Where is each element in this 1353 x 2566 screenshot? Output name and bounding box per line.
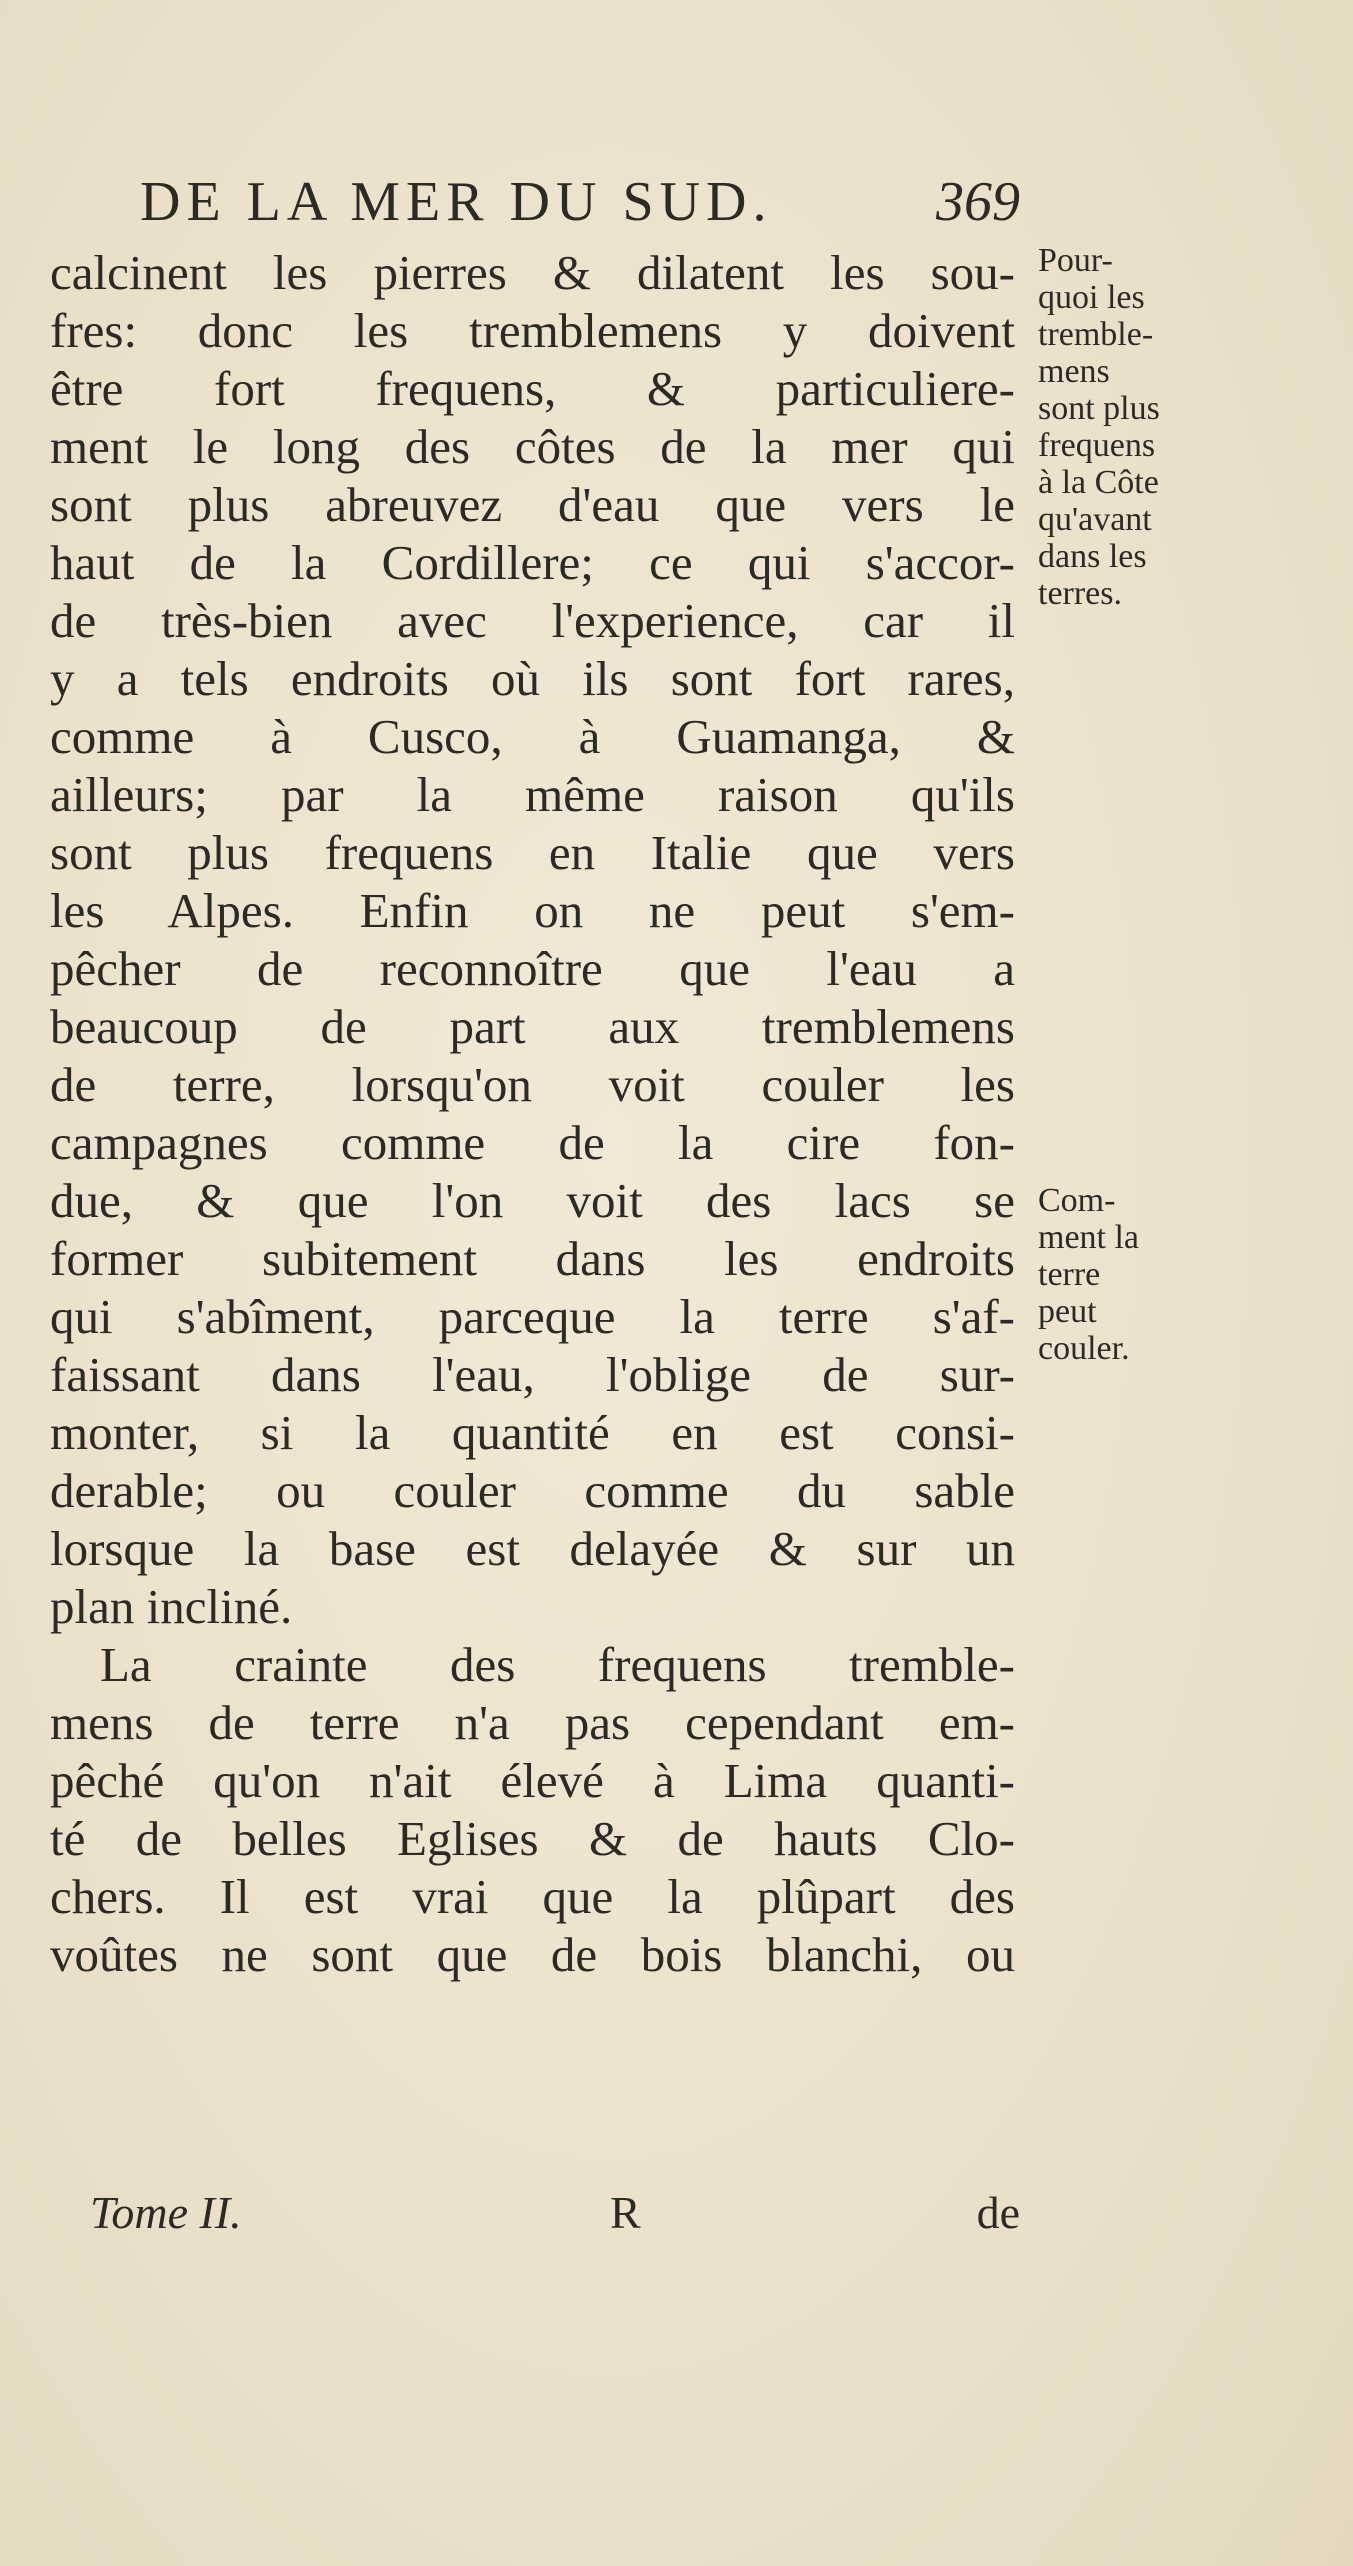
note-line: frequens <box>1038 427 1156 464</box>
text-line: les Alpes. Enfin on ne peut s'em- <box>50 883 1015 938</box>
note-line: tremble- <box>1038 316 1154 353</box>
text-line: comme à Cusco, à Guamanga, & <box>50 709 1015 764</box>
paragraph-end-line: plan incliné. <box>50 1579 293 1634</box>
text-line: chers. Il est vrai que la plûpart des <box>50 1869 1015 1924</box>
text-line: ailleurs; par la même raison qu'ils <box>50 767 1015 822</box>
text-line: beaucoup de part aux tremblemens <box>50 999 1015 1054</box>
note-line: couler. <box>1038 1330 1130 1367</box>
note-line: ment la <box>1038 1219 1140 1256</box>
text-line: monter, si la quantité en est consi- <box>50 1405 1015 1460</box>
page-number: 369 <box>936 171 1020 233</box>
text-line: être fort frequens, & particuliere- <box>50 361 1015 416</box>
text-line: lorsque la base est delayée & sur un <box>50 1521 1015 1576</box>
note-line: terres. <box>1038 575 1123 612</box>
text-line: ment le long des côtes de la mer qui <box>50 419 1015 474</box>
margin-note-how-earth-flows <box>1038 1182 1218 1367</box>
paragraph-start-line: La crainte des frequens tremble- <box>100 1637 1015 1692</box>
note-line: Com- <box>1038 1182 1116 1219</box>
note-line: Pour- <box>1038 242 1113 279</box>
signature-mark: R <box>610 2187 641 2238</box>
note-line: mens <box>1038 353 1110 390</box>
text-line: sont plus frequens en Italie que vers <box>50 825 1015 880</box>
margin-note-why-frequent <box>1038 242 1218 612</box>
page-header <box>140 170 1020 240</box>
text-line: sont plus abreuvez d'eau que vers le <box>50 477 1015 532</box>
page-footer <box>90 2186 1020 2250</box>
text-line: mens de terre n'a pas cependant em- <box>50 1695 1015 1750</box>
text-line: qui s'abîment, parceque la terre s'af- <box>50 1289 1015 1344</box>
catchword: de <box>976 2187 1020 2238</box>
text-line: de terre, lorsqu'on voit couler les <box>50 1057 1015 1112</box>
body-text <box>50 244 1015 1984</box>
note-line: sont plus <box>1038 390 1160 427</box>
text-line: y a tels endroits où ils sont fort rares, <box>50 651 1015 706</box>
note-line: qu'avant <box>1038 501 1152 538</box>
text-line: fres: donc les tremblemens y doivent <box>50 303 1015 358</box>
running-head: DE LA MER DU SUD. <box>140 171 773 233</box>
text-line: former subitement dans les endroits <box>50 1231 1015 1286</box>
note-line: terre <box>1038 1256 1101 1293</box>
text-line: pêché qu'on n'ait élevé à Lima quanti- <box>50 1753 1015 1808</box>
text-line: due, & que l'on voit des lacs se <box>50 1173 1015 1228</box>
text-line: derable; ou couler comme du sable <box>50 1463 1015 1518</box>
text-line: haut de la Cordillere; ce qui s'accor- <box>50 535 1015 590</box>
text-line: calcinent les pierres & dilatent les sou- <box>50 245 1015 300</box>
text-line: de très-bien avec l'experience, car il <box>50 593 1015 648</box>
text-line: pêcher de reconnoître que l'eau a <box>50 941 1015 996</box>
note-line: peut <box>1038 1293 1097 1330</box>
note-line: à la Côte <box>1038 464 1159 501</box>
text-line: té de belles Eglises & de hauts Clo- <box>50 1811 1015 1866</box>
text-line: faissant dans l'eau, l'oblige de sur- <box>50 1347 1015 1402</box>
note-line: quoi les <box>1038 279 1145 316</box>
volume-label: Tome II. <box>90 2187 242 2238</box>
text-line: voûtes ne sont que de bois blanchi, ou <box>50 1927 1015 1982</box>
text-line: campagnes comme de la cire fon- <box>50 1115 1015 1170</box>
note-line: dans les <box>1038 538 1147 575</box>
